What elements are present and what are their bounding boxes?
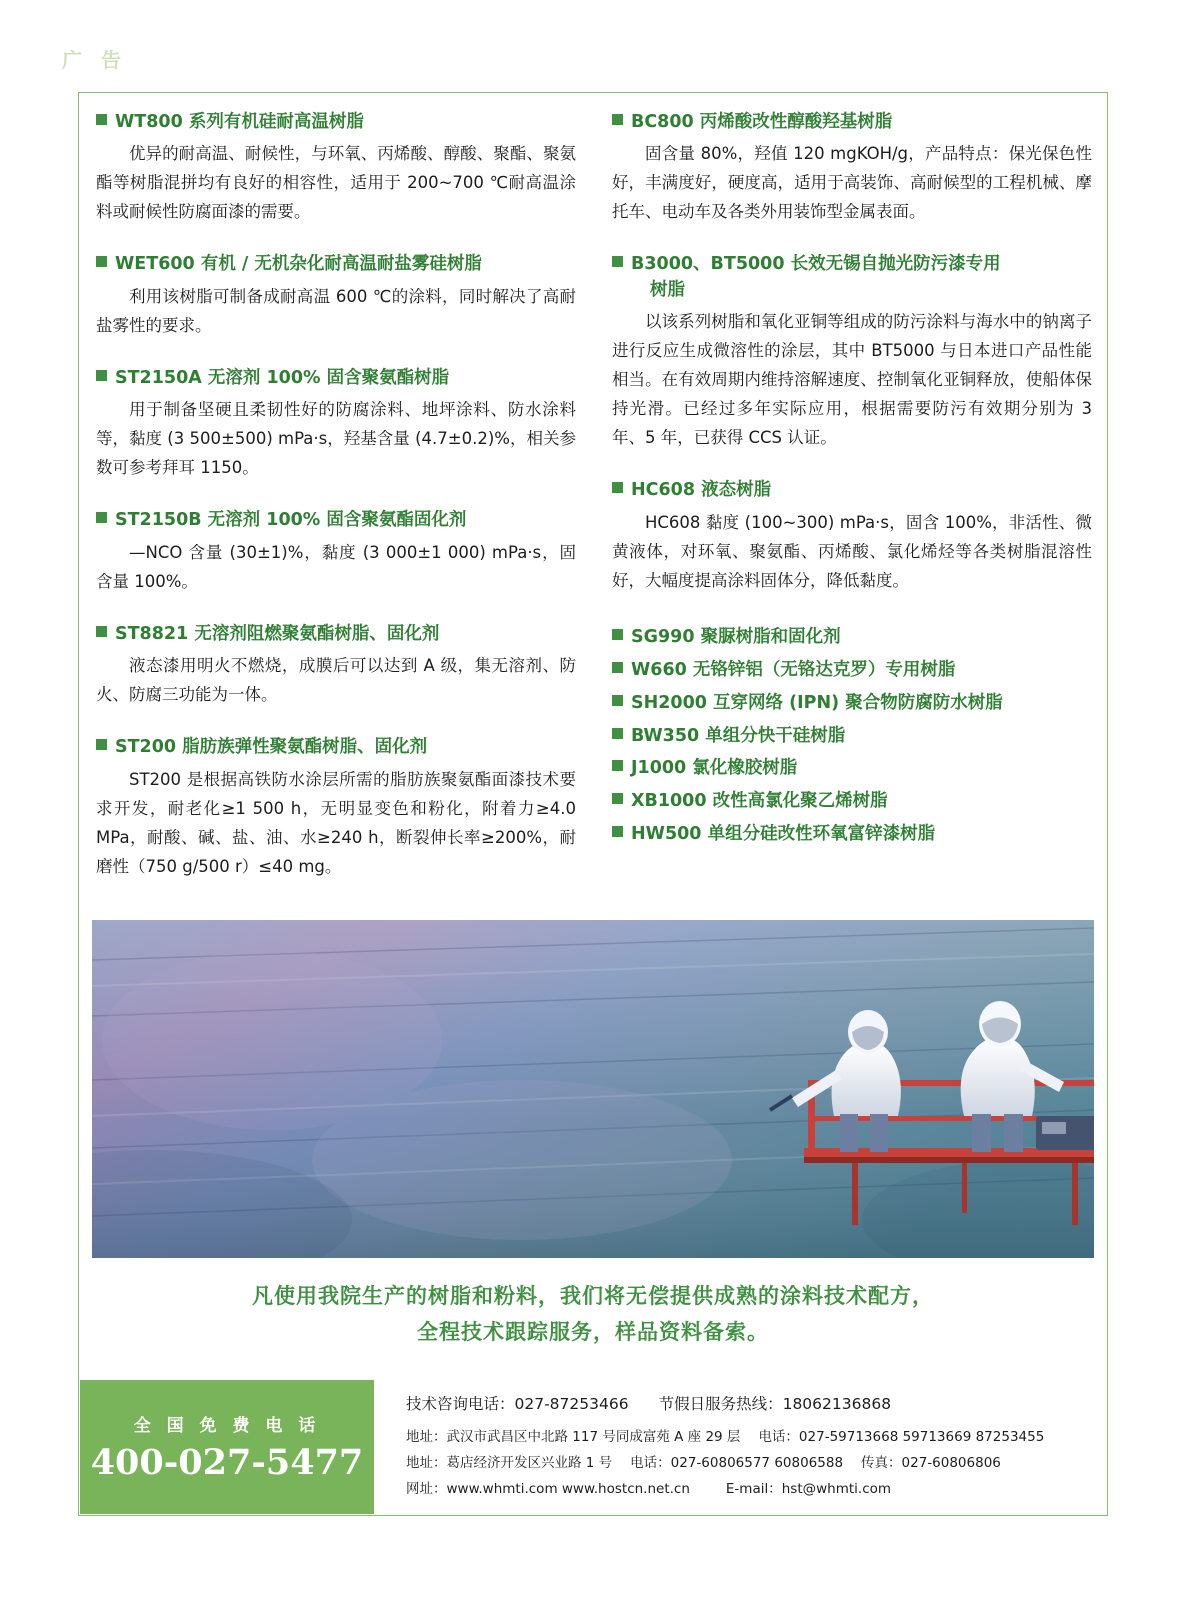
address-2-phone: 电话：027-60806577 60806588 <box>630 1454 844 1471</box>
contact-block <box>374 1380 1106 1514</box>
bullet-square-icon <box>612 662 623 673</box>
product-body: 固含量 80%，羟值 120 mgKOH/g，产品特点：保光保色性好，丰满度好，硬度高，适用于高装饰、高耐候型的工程机械、摩托车、电动车及各类外用装饰型金属表面。 <box>612 144 1092 222</box>
footer <box>80 1380 1106 1514</box>
product-heading-text: ST200 脂肪族弹性聚氨酯树脂、固化剂 <box>115 737 428 758</box>
bullet-square-icon <box>96 739 107 750</box>
product-body: —NCO 含量 (30±1)%，黏度 (3 000±1 000) mPa·s，固含量 100%。 <box>96 542 576 591</box>
product-block <box>96 252 576 339</box>
slogan-line-2: 全程技术跟踪服务，样品资料备索。 <box>417 1319 769 1345</box>
list-item <box>612 621 1092 654</box>
product-body: 用于制备坚硬且柔韧性好的防腐涂料、地坪涂料、防水涂料等，黏度 (3 500±500) mPa·s，羟基含量 (4.7±0.2)%，相关参数可参考拜耳 1150。 <box>96 400 576 478</box>
fax: 传真：027-60806806 <box>861 1454 1001 1471</box>
product-body: 以该系列树脂和氧化亚铜等组成的防污涂料与海水中的钠离子进行反应生成微溶性的涂层，其中 BT5000 与日本进口产品性能相当。在有效周期内维持溶解速度、控制氧化亚铜释放，使船体保持光滑。已经过多年实际应用，根据需要防污有效期分别为 3 年、5 年，已获得 CCS 认证。 <box>612 312 1092 448</box>
product-heading <box>612 478 1092 503</box>
ship-hull-painting-photo <box>92 920 1094 1258</box>
product-block <box>96 366 576 482</box>
list-item-label: J1000 氯化橡胶树脂 <box>631 758 798 779</box>
product-heading-continuation: 树脂 <box>650 279 685 300</box>
contact-phones-row <box>406 1392 1106 1414</box>
bullet-square-icon <box>612 256 623 267</box>
product-heading <box>96 508 576 533</box>
holiday-phone: 节假日服务热线：18062136868 <box>658 1395 892 1413</box>
list-item <box>612 818 1092 851</box>
right-column <box>612 110 1092 910</box>
list-item <box>612 654 1092 687</box>
address-1: 地址：武汉市武昌区中北路 117 号同成富苑 A 座 29 层 <box>406 1429 741 1445</box>
list-item <box>612 752 1092 785</box>
product-short-list <box>612 621 1092 851</box>
bullet-square-icon <box>96 370 107 381</box>
product-body: 液态漆用明火不燃烧，成膜后可以达到 A 级，集无溶剂、防火、防腐三功能为一体。 <box>96 656 576 705</box>
hotline-number[interactable]: 400-027-5477 <box>90 1442 364 1483</box>
list-item <box>612 687 1092 720</box>
bullet-square-icon <box>96 256 107 267</box>
product-heading-text: HC608 液态树脂 <box>631 480 772 501</box>
hotline-block <box>80 1380 374 1514</box>
product-block <box>96 508 576 595</box>
product-body: 优异的耐高温、耐候性，与环氧、丙烯酸、醇酸、聚酯、聚氨酯等树脂混拼均有良好的相容性，适用于 200~700 ℃耐高温涂料或耐候性防腐面漆的需要。 <box>96 144 576 222</box>
list-item-label: HW500 单组分硅改性环氧富锌漆树脂 <box>631 824 936 845</box>
product-heading-text: ST2150B 无溶剂 100% 固含聚氨酯固化剂 <box>115 510 467 531</box>
product-heading-text: WT800 系列有机硅耐高温树脂 <box>115 112 364 132</box>
product-block <box>96 735 576 881</box>
product-block <box>612 110 1092 226</box>
address-row-2 <box>406 1451 1106 1477</box>
bullet-square-icon <box>612 728 623 739</box>
product-body: 利用该树脂可制备成耐高温 600 ℃的涂料，同时解决了高耐盐雾性的要求。 <box>96 286 576 335</box>
web-row <box>406 1477 1106 1503</box>
product-heading <box>612 252 1092 303</box>
product-heading <box>96 366 576 391</box>
product-heading <box>96 110 576 135</box>
product-body: HC608 黏度 (100~300) mPa·s，固含 100%，非活性、微黄液体，对环氧、聚氨酯、丙烯酸、氯化烯烃等各类树脂混溶性好，大幅度提高涂料固体分，降低黏度。 <box>612 512 1092 590</box>
product-heading <box>96 622 576 647</box>
bullet-square-icon <box>612 793 623 804</box>
list-item <box>612 785 1092 818</box>
product-body: ST200 是根据高铁防水涂层所需的脂肪族聚氨酯面漆技术要求开发，耐老化≥1 500 h，无明显变色和粉化，附着力≥4.0 MPa，耐酸、碱、盐、油、水≥240 h，断裂伸长率≥200%，耐磨性（750 g/500 r）≤40 mg。 <box>96 769 576 876</box>
bullet-square-icon <box>612 760 623 771</box>
slogan <box>120 1278 1066 1350</box>
list-item-label: SG990 聚脲树脂和固化剂 <box>631 626 841 647</box>
bullet-square-icon <box>612 114 623 125</box>
tech-phone: 技术咨询电话：027-87253466 <box>406 1395 629 1413</box>
bullet-square-icon <box>612 695 623 706</box>
slogan-line-1: 凡使用我院生产的树脂和粉料，我们将无偿提供成熟的涂料技术配方， <box>252 1283 934 1308</box>
bullet-square-icon <box>96 114 107 125</box>
list-item-label: BW350 单组分快干硅树脂 <box>631 725 846 746</box>
bullet-square-icon <box>612 629 623 640</box>
product-columns <box>96 110 1092 910</box>
product-block <box>96 110 576 226</box>
ad-mark-label: 广 告 <box>62 48 127 72</box>
list-item-label: XB1000 改性高氯化聚乙烯树脂 <box>631 791 888 812</box>
product-block <box>96 622 576 709</box>
product-heading-text: B3000、BT5000 长效无锡自抛光防污漆专用 <box>631 254 1001 275</box>
list-item <box>612 720 1092 753</box>
product-heading <box>96 252 576 277</box>
address-2: 地址：葛店经济开发区兴业路 1 号 <box>406 1454 613 1471</box>
list-item-label: SH2000 互穿网络 (IPN) 聚合物防腐防水树脂 <box>631 692 1003 713</box>
product-heading-text: BC800 丙烯酸改性醇酸羟基树脂 <box>631 112 893 132</box>
product-heading-text: WET600 有机 / 无机杂化耐高温耐盐雾硅树脂 <box>115 254 482 275</box>
product-block <box>612 478 1092 594</box>
photo-illustration <box>92 920 1094 1258</box>
bullet-square-icon <box>612 482 623 493</box>
address-row-1 <box>406 1425 1106 1451</box>
product-block <box>612 252 1092 452</box>
product-heading-text: ST8821 无溶剂阻燃聚氨酯树脂、固化剂 <box>115 623 440 644</box>
website[interactable]: 网址：www.whmti.com www.hostcn.net.cn <box>406 1480 690 1497</box>
left-column <box>96 110 576 910</box>
product-heading <box>612 110 1092 135</box>
list-item-label: W660 无铬锌铝（无铬达克罗）专用树脂 <box>631 659 956 680</box>
bullet-square-icon <box>96 626 107 637</box>
hotline-title: 全 国 免 费 电 话 <box>133 1416 321 1436</box>
bullet-square-icon <box>612 826 623 837</box>
address-1-phone: 电话：027-59713668 59713669 87253455 <box>758 1429 1045 1445</box>
bullet-square-icon <box>96 512 107 523</box>
product-heading-text: ST2150A 无溶剂 100% 固含聚氨酯树脂 <box>115 367 450 388</box>
email[interactable]: E-mail：hst@whmti.com <box>725 1480 892 1497</box>
product-heading <box>96 735 576 760</box>
